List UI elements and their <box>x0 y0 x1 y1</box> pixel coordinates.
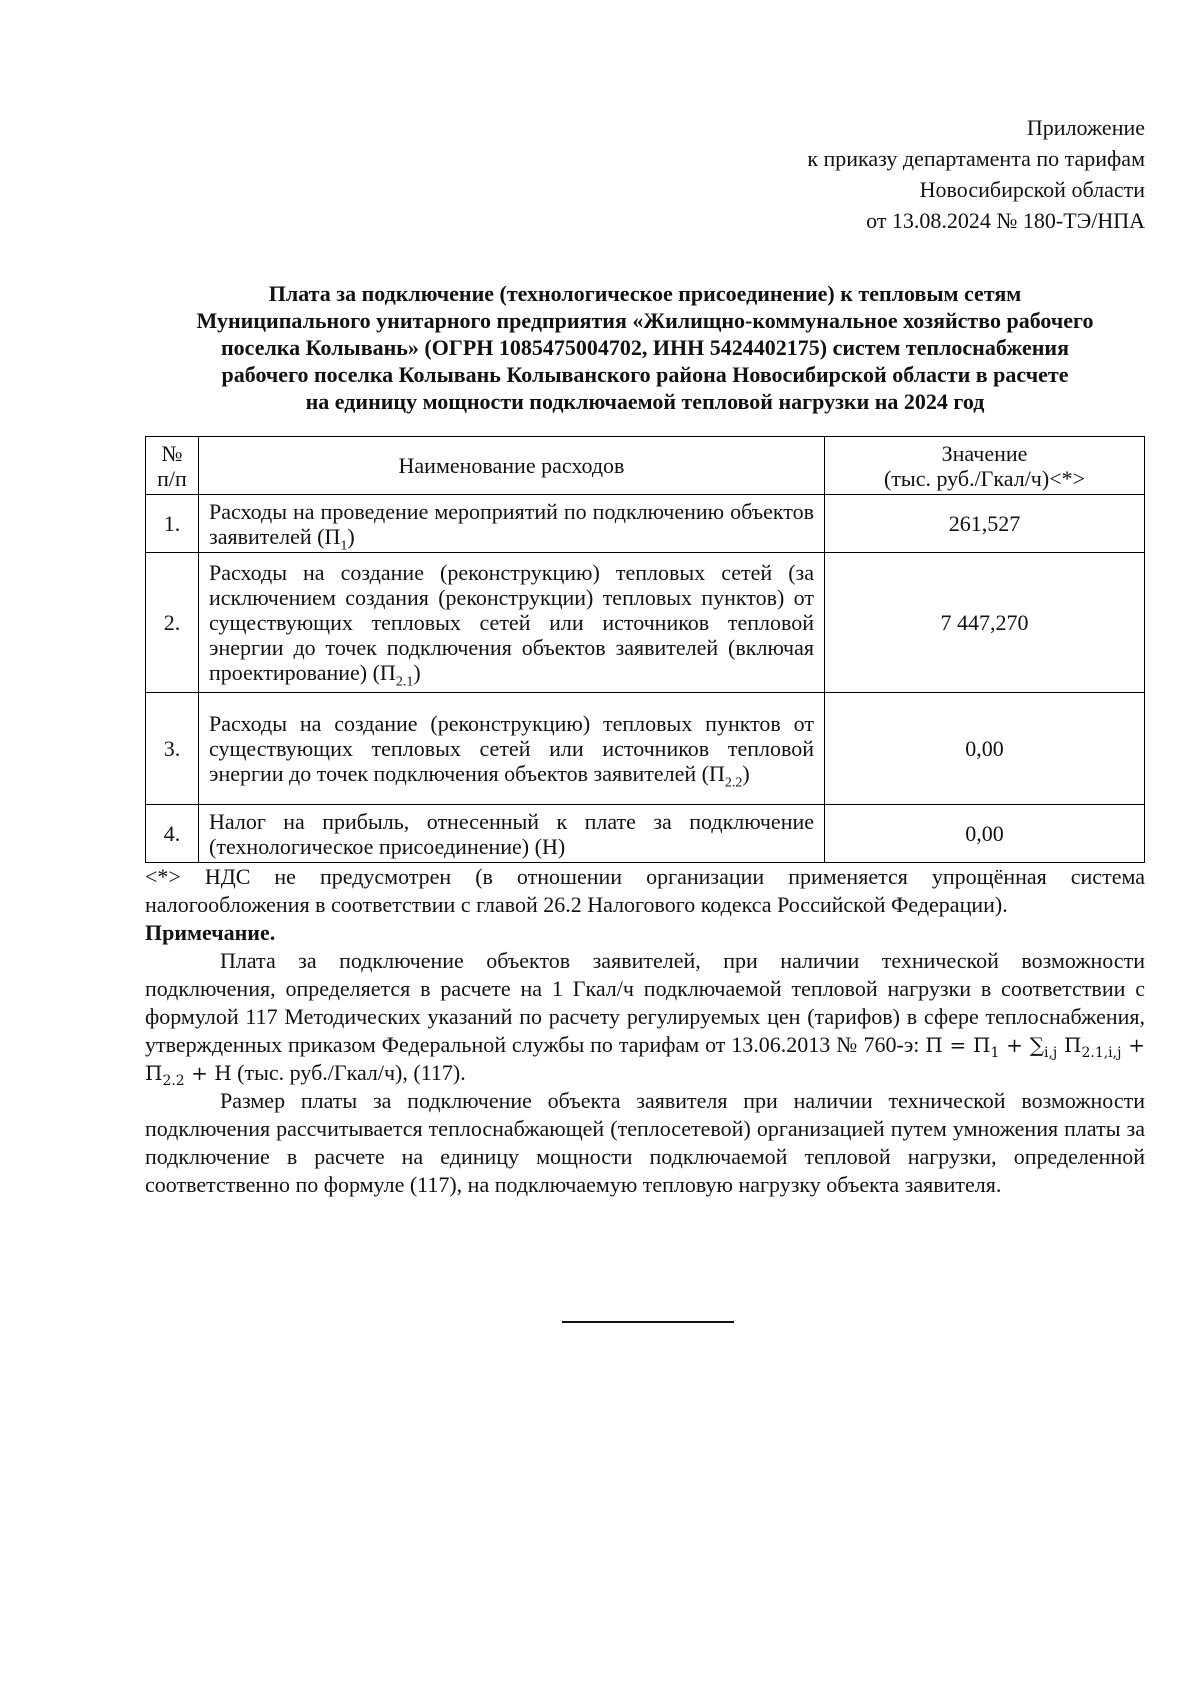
formula-p22: П <box>145 1061 163 1085</box>
row-name-tail: ) <box>347 523 355 549</box>
header-num-line-2: п/п <box>157 465 187 491</box>
row-num: 3. <box>146 693 199 805</box>
title-line-5: на единицу мощности подключаемой тепловой нагрузки на 2024 год <box>305 389 985 414</box>
formula-p1-sub: 1 <box>990 1045 1000 1061</box>
note-paragraph-1-tail: (тыс. руб./Гкал/ч), (117). <box>237 1060 466 1085</box>
formula-sum-sign: ∑ <box>1029 1033 1044 1057</box>
row-name-subscript: 2.2 <box>724 775 743 791</box>
title-line-3: поселка Колывань» (ОГРН 1085475004702, ИНН 5424402175) систем теплоснабжения <box>220 335 1069 360</box>
vat-footnote: <*> НДС не предусмотрен (в отношении организации применяется упрощённая система налогообложения в соответствии с главой 26.2 Налогового кодекса Российской Федерации). <box>145 864 1145 917</box>
title-line-4: рабочего поселка Колывань Колыванского района Новосибирской области в расчете <box>221 362 1069 387</box>
row-name-tail: ) <box>413 660 421 685</box>
header-value-line-1: Значение <box>941 440 1028 466</box>
row-name-text: Расходы на проведение мероприятий по подключению объектов заявителей (П <box>209 498 814 549</box>
row-name-text: Налог на прибыль, отнесенный к плате за подключение (технологическое присоединение) (Н) <box>209 808 814 859</box>
row-value: 7 447,270 <box>825 553 1145 693</box>
formula-p: П <box>925 1033 943 1057</box>
header-value <box>825 437 1145 495</box>
title-line-1: Плата за подключение (технологическое присоединение) к тепловым сетям <box>268 281 1022 306</box>
row-num: 1. <box>146 495 199 553</box>
header-num <box>146 437 199 495</box>
appendix-line-1: Приложение <box>1026 115 1145 140</box>
row-name-subscript: 1 <box>340 537 348 553</box>
costs-table <box>145 436 1145 863</box>
row-value: 0,00 <box>825 805 1145 863</box>
formula-p21-sub: 2.1,i,j <box>1081 1045 1122 1061</box>
formula-p22-sub: 2.2 <box>162 1073 185 1089</box>
note-paragraph-2: Размер платы за подключение объекта заявителя при наличии технической возможности подключения рассчитывается теплоснабжающей (теплосетевой) организацией путем умножения платы за подключение в расчете на единицу мощности подключаемой тепловой нагрузки, определенной соответственно по формуле (117), на подключаемую тепловую нагрузку объекта заявителя. <box>145 1088 1145 1197</box>
row-name-text: Расходы на создание (реконструкцию) тепловых сетей (за исключением создания (реконструкции) тепловых пунктов) от существующих тепловых сетей или источников тепловой энергии до точек подключения объектов заявителей (включая проектирование) (П <box>209 560 814 685</box>
appendix-line-4: от 13.08.2024 № 180-ТЭ/НПА <box>866 208 1145 233</box>
header-name: Наименование расходов <box>199 437 825 495</box>
document-page <box>145 112 1145 1199</box>
row-name <box>199 553 825 693</box>
appendix-line-3: Новосибирской области <box>919 177 1145 202</box>
table-row <box>146 805 1145 863</box>
row-name <box>199 693 825 805</box>
row-value: 261,527 <box>825 495 1145 553</box>
formula-p1: П <box>973 1033 991 1057</box>
formula-plus-2: + <box>1121 1033 1145 1057</box>
note-paragraph-1-text: Плата за подключение объектов заявителей, при наличии технической возможности подключения, определяется в расчете на 1 Гкал/ч подключаемой тепловой нагрузки в соответствии с формулой 117 Методических указаний по расчету регулируемых цен (тарифов) в сфере теплоснабжения, утвержденных приказом Федеральной службы по тарифам от 13.06.2013 № 760-э: <box>145 948 1145 1057</box>
end-separator-line <box>562 1321 734 1323</box>
note-heading: Примечание. <box>145 920 276 945</box>
table-row <box>146 553 1145 693</box>
row-name-subscript: 2.1 <box>395 674 414 690</box>
header-value-line-2: (тыс. руб./Гкал/ч)<*> <box>883 465 1086 491</box>
header-num-line-1: № <box>161 440 183 466</box>
formula-plus-1: + <box>999 1033 1030 1057</box>
formula-plus-3: + <box>184 1061 215 1085</box>
table-row <box>146 693 1145 805</box>
row-name <box>199 805 825 863</box>
formula-p21: П <box>1064 1033 1082 1057</box>
row-name-text: Расходы на создание (реконструкцию) тепловых пунктов от существующих тепловых сетей или источников тепловой энергии до точек подключения объектов заявителей (П <box>209 711 814 786</box>
formula-sum-sub: i,j <box>1043 1045 1058 1061</box>
table-header-row <box>146 437 1145 495</box>
document-title <box>145 280 1145 415</box>
formula-n: Н <box>214 1061 232 1085</box>
formula-eq: = <box>942 1033 974 1057</box>
note-paragraph-1 <box>145 947 1145 1087</box>
row-value: 0,00 <box>825 693 1145 805</box>
appendix-line-2: к приказу департамента по тарифам <box>807 146 1145 171</box>
row-name-tail: ) <box>742 761 750 786</box>
table-row <box>146 495 1145 553</box>
notes-section <box>145 863 1145 1199</box>
row-name <box>199 495 825 553</box>
appendix-block <box>145 112 1145 236</box>
row-num: 4. <box>146 805 199 863</box>
row-num: 2. <box>146 553 199 693</box>
title-line-2: Муниципального унитарного предприятия «Жилищно-коммунальное хозяйство рабочего <box>196 308 1094 333</box>
